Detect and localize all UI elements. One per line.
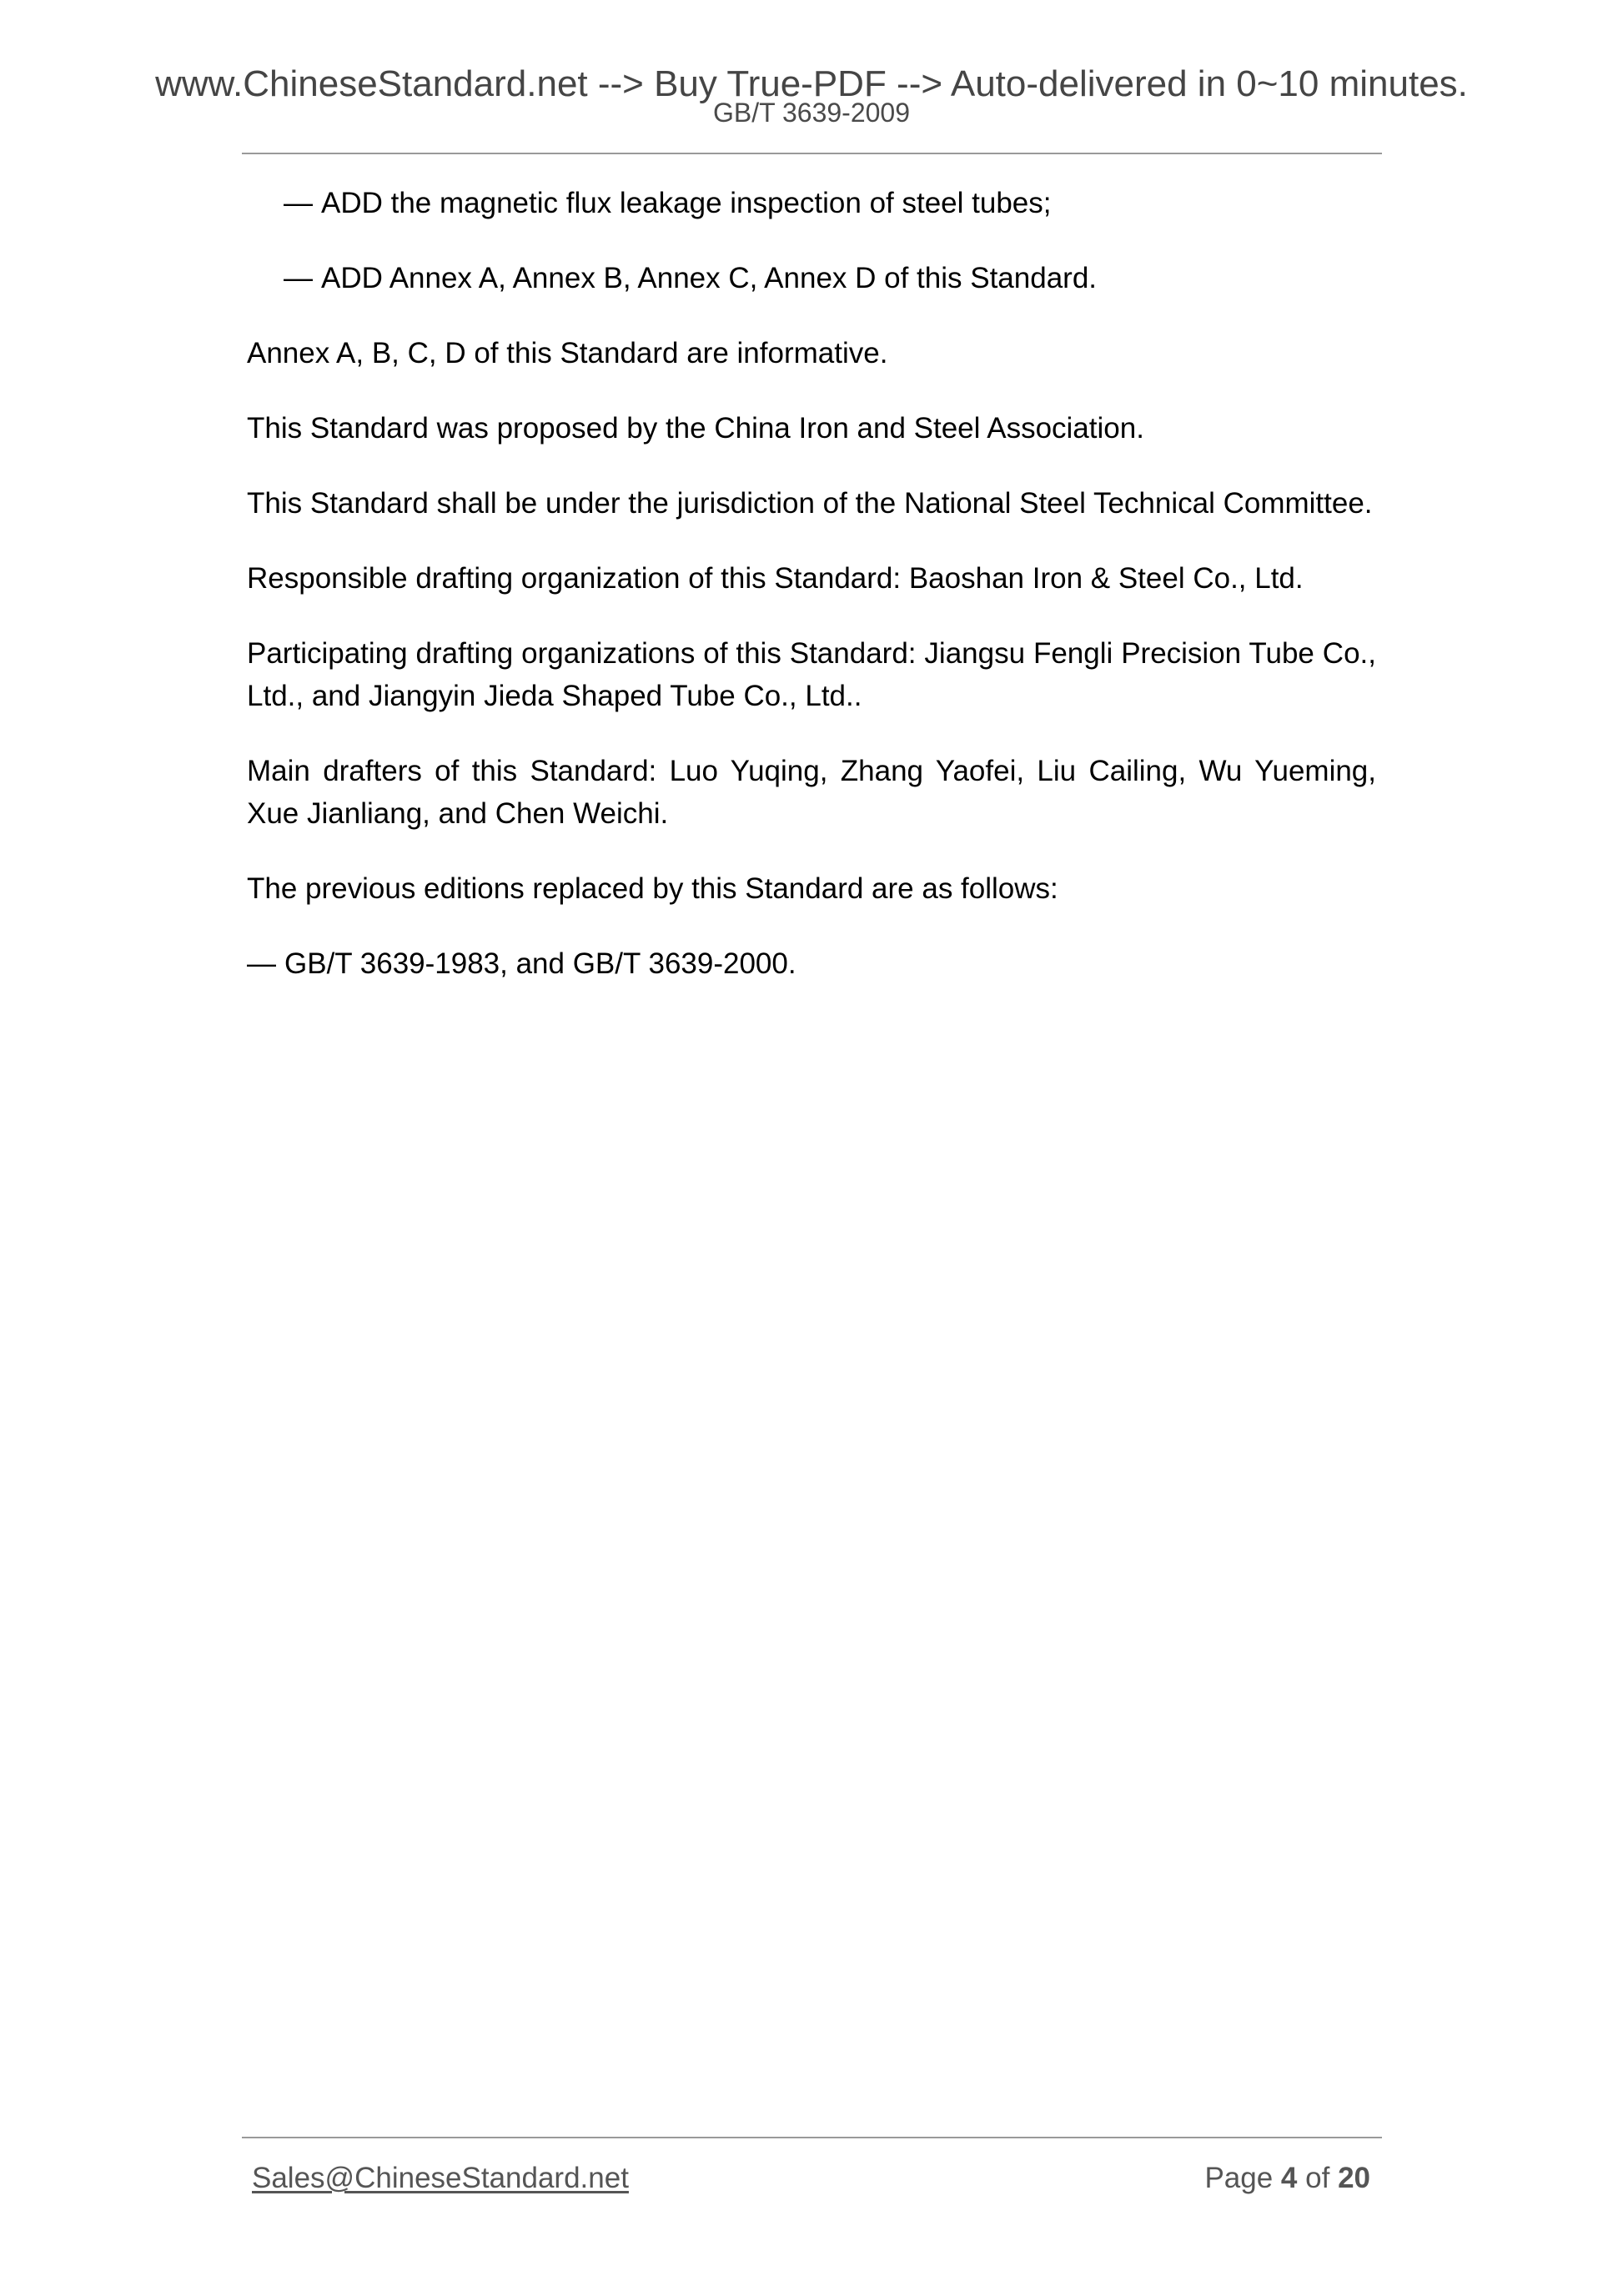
list-item-dash <box>247 257 1376 299</box>
promo-banner-text: www.ChineseStandard.net --> Buy True-PDF --> Auto-delivered in 0~10 minutes. <box>155 63 1468 104</box>
page-total: 20 <box>1338 2162 1370 2194</box>
list-item-dash <box>247 942 1376 985</box>
paragraph-jurisdiction: This Standard shall be under the jurisdiction of the National Steel Technical Committee. <box>247 487 1373 520</box>
document-body <box>247 182 1376 1017</box>
document-code: GB/T 3639-2009 <box>712 98 910 128</box>
page-number <box>1204 2162 1370 2195</box>
em-dash-bullet: — <box>284 187 313 219</box>
page-current: 4 <box>1280 2162 1298 2194</box>
list-item-text: ADD the magnetic flux leakage inspection of steel tubes; <box>321 187 1052 219</box>
page-label: Page <box>1204 2162 1274 2194</box>
list-item-text: GB/T 3639-1983, and GB/T 3639-2000. <box>284 947 796 980</box>
footer-divider <box>242 2137 1382 2138</box>
paragraph-annex-informative: Annex A, B, C, D of this Standard are informative. <box>247 337 888 369</box>
paragraph-main-drafters: Main drafters of this Standard: Luo Yuqing, Zhang Yaofei, Liu Cailing, Wu Yueming, Xue Jianliang, and Chen Weichi. <box>247 755 1376 830</box>
em-dash-bullet: — <box>284 262 313 294</box>
list-item-dash <box>247 182 1376 224</box>
paragraph-previous-editions: The previous editions replaced by this Standard are as follows: <box>247 872 1058 905</box>
sales-email-link[interactable]: Sales@ChineseStandard.net <box>252 2162 629 2194</box>
list-item-text: ADD Annex A, Annex B, Annex C, Annex D of this Standard. <box>321 262 1098 294</box>
paragraph-responsible-org: Responsible drafting organization of this Standard: Baoshan Iron & Steel Co., Ltd. <box>247 562 1304 595</box>
em-dash-bullet: — <box>247 947 276 980</box>
paragraph-participating-orgs: Participating drafting organizations of this Standard: Jiangsu Fengli Precision Tube Co., Ltd., and Jiangyin Jieda Shaped Tube Co., Ltd.. <box>247 637 1376 712</box>
page-of-label: of <box>1305 2162 1330 2194</box>
paragraph-proposed-by: This Standard was proposed by the China Iron and Steel Association. <box>247 412 1144 445</box>
header-divider <box>242 153 1382 154</box>
